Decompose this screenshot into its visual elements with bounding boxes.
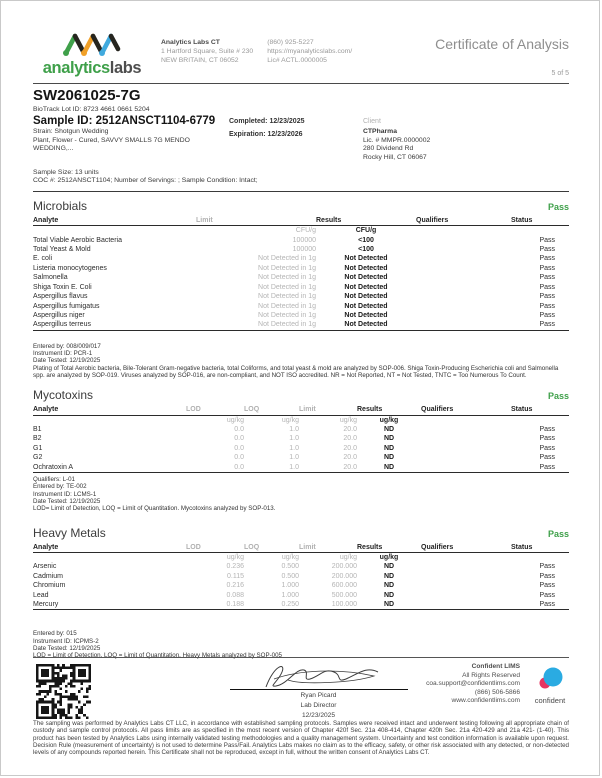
lab-address-line2: NEW BRITAIN, CT 06052 bbox=[161, 57, 239, 64]
table-row: Aspergillus flavus Not Detected in 1g Not Detected Pass bbox=[33, 293, 555, 301]
units-row: ug/kg ug/kg ug/kg ug/kg bbox=[226, 553, 399, 561]
signer-name: Ryan Picard bbox=[300, 692, 337, 699]
document-title-block bbox=[435, 31, 569, 77]
expiration-date: Expiration: 12/23/2026 bbox=[229, 131, 303, 139]
column-header: Limit bbox=[299, 405, 357, 415]
section-microbials bbox=[33, 199, 569, 379]
column-header: Limit bbox=[299, 543, 357, 553]
lims-info bbox=[426, 663, 520, 706]
page-number: 5 of 5 bbox=[551, 70, 569, 77]
table-row: Total Yeast & Mold 100000 <100 Pass bbox=[33, 246, 555, 254]
lab-address-line1: 1 Hartford Square, Suite # 230 bbox=[161, 48, 254, 55]
lab-website-link[interactable]: https://myanalyticslabs.com/ bbox=[267, 48, 353, 55]
section-title: Microbials bbox=[33, 198, 88, 213]
lims-email-link[interactable]: coa.support@confidentlims.com bbox=[426, 680, 520, 688]
note-line: Instrument ID: ICPMS-2 bbox=[33, 637, 99, 645]
note-line: LOD= Limit of Detection, LOQ = Limit of Quantitation. Mycotoxins analyzed by SOP-013. bbox=[33, 505, 276, 513]
section-notes bbox=[33, 343, 569, 379]
note-line: Entered by: 008/009/017 bbox=[33, 342, 101, 350]
note-line: Entered by: TE-002 bbox=[33, 483, 87, 491]
note-line: Instrument ID: PCR-1 bbox=[33, 350, 93, 358]
table-row: Chromium 0.216 1.000 600.000 ND Pass bbox=[33, 582, 555, 590]
column-header: Status bbox=[511, 405, 569, 415]
client-address-line1: 280 Dividend Rd bbox=[363, 145, 414, 153]
sample-size: Sample Size: 13 units bbox=[33, 169, 99, 177]
results-table bbox=[33, 216, 569, 331]
table-row: Shiga Toxin E. Coli Not Detected in 1g Not Detected Pass bbox=[33, 283, 555, 291]
note-line: LOD = Limit of Detection. LOQ = Limit of Quantitation. Heavy Metals analyzed by SOP-005 bbox=[33, 652, 282, 660]
lab-license: Lic# ACTL.0000005 bbox=[267, 57, 327, 64]
sample-dates bbox=[229, 115, 363, 162]
product-description-line2: WEDDING,... bbox=[33, 145, 74, 153]
client-license: Lic. # MMPR.0000002 bbox=[363, 136, 431, 144]
section-notes bbox=[33, 476, 569, 512]
table-row: Ochratoxin A 0.0 1.0 20.0 ND Pass bbox=[33, 463, 569, 473]
section-status-badge: Pass bbox=[547, 201, 569, 212]
table-row: Arsenic 0.236 0.500 200.000 ND Pass bbox=[33, 563, 555, 571]
client-label: Client bbox=[363, 118, 381, 126]
mountain-zigzag-icon bbox=[61, 31, 123, 58]
column-header: LOQ bbox=[244, 543, 299, 553]
lab-phone: (860) 925-5227 bbox=[267, 39, 314, 46]
analytics-labs-logo bbox=[33, 31, 151, 78]
signature-line bbox=[230, 689, 408, 690]
document-title: Certificate of Analysis bbox=[435, 36, 569, 52]
client-block bbox=[363, 115, 430, 162]
client-name: CTPharma bbox=[363, 128, 397, 136]
column-header: LOD bbox=[186, 543, 244, 553]
confident-logo-icon bbox=[536, 667, 564, 691]
column-header: Status bbox=[511, 543, 569, 553]
table-row: G2 0.0 1.0 20.0 ND Pass bbox=[33, 454, 555, 462]
table-row: G1 0.0 1.0 20.0 ND Pass bbox=[33, 444, 555, 452]
qr-code bbox=[36, 664, 91, 719]
strain: Strain: Shotgun Wedding bbox=[33, 128, 109, 136]
section-status-badge: Pass bbox=[547, 528, 569, 539]
table-row: Salmonella Not Detected in 1g Not Detected Pass bbox=[33, 274, 555, 282]
batch-id: SW2061025-7G bbox=[33, 87, 141, 104]
lab-contact-block bbox=[267, 31, 352, 65]
sample-details bbox=[33, 115, 229, 162]
section-mycotoxins bbox=[33, 388, 569, 512]
column-header: Limit bbox=[196, 216, 316, 226]
column-header: LOQ bbox=[244, 405, 299, 415]
column-header: Qualifiers bbox=[421, 405, 511, 415]
lims-rights: All Rights Reserved bbox=[462, 671, 520, 679]
sample-id: Sample ID: 2512ANSCT1104-6779 bbox=[33, 115, 216, 128]
table-row: B1 0.0 1.0 20.0 ND Pass bbox=[33, 426, 555, 434]
lims-website-link[interactable]: www.confidentlims.com bbox=[451, 697, 520, 705]
units-row: CFU/g CFU/g bbox=[295, 227, 377, 235]
note-line: Qualifiers: L-01 bbox=[33, 476, 75, 484]
note-line: Date Tested: 12/19/2025 bbox=[33, 497, 101, 505]
lab-name: Analytics Labs CT bbox=[161, 39, 220, 46]
disclaimer-text: The sampling was performed by Analytics Labs CT LLC, in accordance with established sampling protocols. Samples were received intact and underwent testing following all appropriate chain of custody and sample control protocols. All pass limits are as specified in the most recent version of Chapter 420f Sec. 21a 408-414, Chapter 420h Sec. 21a 420-429 and 21a 421- (1-40). This product has been tested by Analytics Labs using internally validated testing methodologies and a quality management system. Uncertainty and test condition information is available upon request. Decision Rule (measurement of uncertainty) is not used to determine Pass/Fail. Analytics Labs makes no claim as to the efficacy, safety, or other risk associated with any detected, or non-detected levels of any compounds reported herein. This Certificate shall not be reproduced, except in full, without the written consent of Analytics Labs CT. bbox=[33, 720, 569, 757]
signature-date: 12/23/2025 bbox=[301, 712, 335, 719]
column-header: Status bbox=[511, 216, 569, 226]
section-title: Mycotoxins bbox=[33, 388, 94, 403]
biotrack-lot: BioTrack Lot ID: 8723 4661 0661 5204 bbox=[33, 106, 150, 113]
results-sections bbox=[33, 199, 569, 660]
column-header: Results bbox=[357, 543, 421, 553]
confident-logo bbox=[529, 663, 571, 705]
note-line: Plating of Total Aerobic bacteria, Bile-Tolerant Gram-negative bacteria, total Coliforms, and total yeast & mold are analyzed by SOP-006. Shiga Toxin-Producing Escherichia coli and Salmonella spp. are analyzed by SOP-019. Viruses analyzed by SOP-016, are non-compliant, and NOT ISO accredited. NR = Not Reported, NT = Not Tested, TNTC = Too Numerous To Count. bbox=[33, 364, 559, 379]
column-header: Results bbox=[316, 216, 416, 226]
lims-block bbox=[426, 663, 571, 706]
column-header: Analyte bbox=[33, 405, 186, 415]
signer-title: Lab Director bbox=[300, 702, 337, 709]
column-header: Analyte bbox=[33, 543, 186, 553]
signature-block bbox=[226, 657, 411, 720]
units-row: ug/kg ug/kg ug/kg ug/kg bbox=[226, 416, 399, 424]
lab-address-block bbox=[161, 31, 253, 65]
table-row: Total Viable Aerobic Bacteria 100000 <100 Pass bbox=[33, 236, 555, 244]
page-header bbox=[33, 31, 569, 78]
results-divider bbox=[33, 191, 569, 192]
lims-name: Confident LIMS bbox=[471, 663, 520, 670]
table-row: B2 0.0 1.0 20.0 ND Pass bbox=[33, 435, 555, 443]
note-line: Instrument ID: LCMS-1 bbox=[33, 490, 97, 498]
note-line: Date Tested: 12/19/2025 bbox=[33, 357, 101, 365]
lims-brand-name: confident bbox=[534, 696, 566, 705]
table-row: Cadmium 0.115 0.500 200.000 ND Pass bbox=[33, 572, 555, 580]
column-header: Qualifiers bbox=[421, 543, 511, 553]
header-divider bbox=[33, 83, 569, 84]
lims-phone: (866) 506-5866 bbox=[474, 688, 520, 696]
section-notes bbox=[33, 630, 569, 659]
results-table bbox=[33, 543, 569, 611]
coc-line: COC #: 2512ANSCT1104; Number of Servings: ; Sample Condition: Intact; bbox=[33, 177, 258, 185]
table-row: Aspergillus fumigatus Not Detected in 1g Not Detected Pass bbox=[33, 302, 555, 310]
table-row: Lead 0.088 1.000 500.000 ND Pass bbox=[33, 591, 555, 599]
column-header: Results bbox=[357, 405, 421, 415]
column-header: Analyte bbox=[33, 216, 196, 226]
note-line: Date Tested: 12/19/2025 bbox=[33, 644, 101, 652]
section-status-badge: Pass bbox=[547, 391, 569, 402]
table-row: Aspergillus terreus Not Detected in 1g Not Detected Pass bbox=[33, 320, 569, 330]
table-row: Aspergillus niger Not Detected in 1g Not Detected Pass bbox=[33, 311, 555, 319]
section-title: Heavy Metals bbox=[33, 525, 106, 540]
brand-wordmark: analyticslabs bbox=[42, 59, 142, 77]
note-line: Entered by: 015 bbox=[33, 630, 77, 638]
column-header: Qualifiers bbox=[416, 216, 511, 226]
column-header: LOD bbox=[186, 405, 244, 415]
section-heavy-metals bbox=[33, 526, 569, 660]
completed-date: Completed: 12/23/2025 bbox=[229, 118, 305, 126]
client-address-line2: Rocky Hill, CT 06067 bbox=[363, 153, 427, 161]
results-table bbox=[33, 405, 569, 473]
table-row: E. coli Not Detected in 1g Not Detected Pass bbox=[33, 255, 555, 263]
product-description-line1: Plant, Flower - Cured, SAVVY SMALLS 7G MENDO bbox=[33, 136, 190, 144]
table-row: Mercury 0.188 0.250 100.000 ND Pass bbox=[33, 600, 569, 610]
table-row: Listeria monocytogenes Not Detected in 1g Not Detected Pass bbox=[33, 264, 555, 272]
sample-info-grid bbox=[33, 115, 569, 162]
